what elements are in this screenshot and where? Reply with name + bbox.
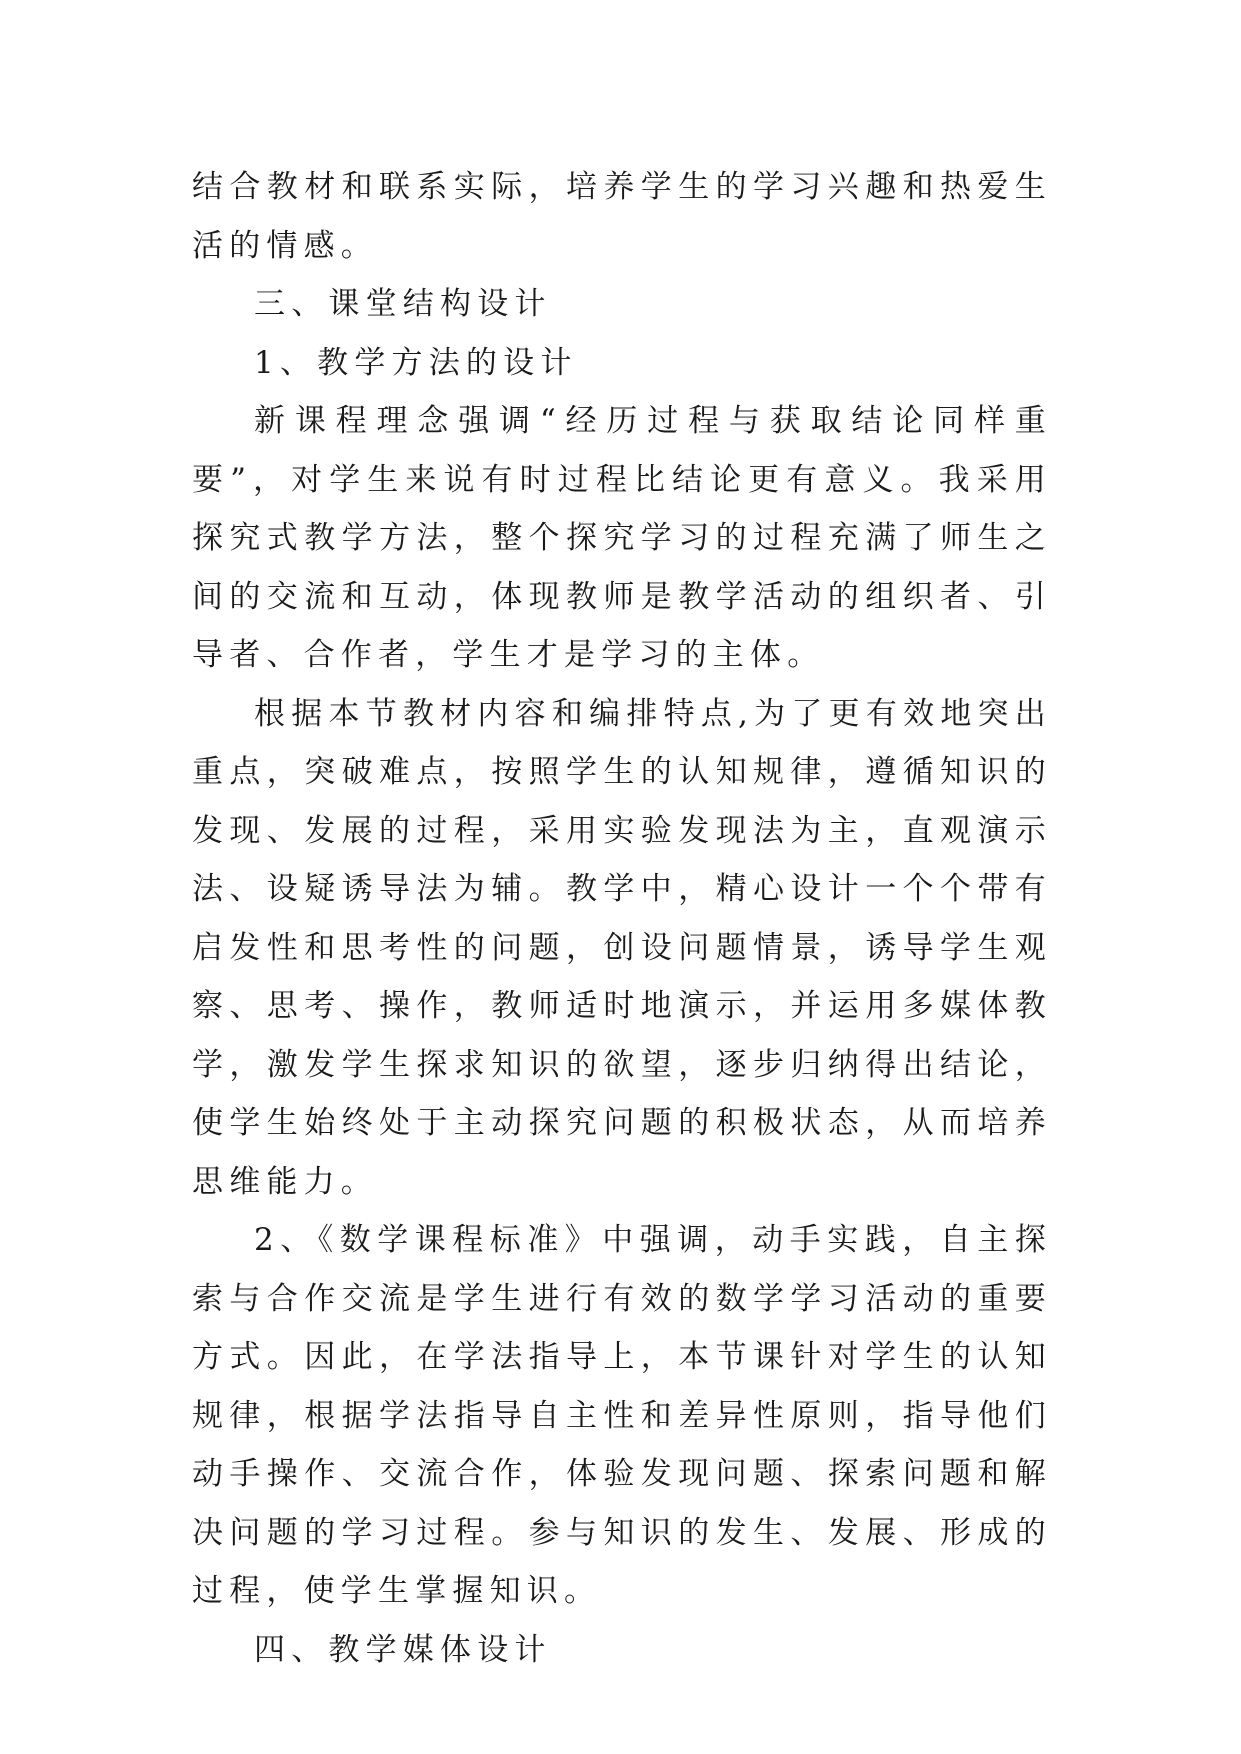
subheading-teaching-method: 1、教学方法的设计 bbox=[254, 344, 578, 381]
section-heading-classroom-structure: 三、课堂结构设计 bbox=[254, 286, 552, 322]
document-body bbox=[192, 158, 1052, 1679]
paragraph-teaching-approach: 根据本节教材内容和编排特点,为了更有效地突出重点，突破难点，按照学生的认知规律，遵循知识的发现、发展的过程，采用实验发现法为主，直观演示法、设疑诱导法为辅。教学中，精心设计一个个带有启发性和思考性的问题，创设问题情景，诱导学生观察、思考、操作，教师适时地演示，并运用多媒体教学，激发学生探求知识的欲望，逐步归纳得出结论，使学生始终处于主动探究问题的积极状态，从而培养思维能力。 bbox=[192, 695, 1052, 1200]
paragraph-learning-guidance: 2、《数学课程标准》中强调，动手实践，自主探索与合作交流是学生进行有效的数学学习活动的重要方式。因此，在学法指导上，本节课针对学生的认知规律，根据学法指导自主性和差异性原则，指导他们动手操作、交流合作，体验发现问题、探索问题和解决问题的学习过程。参与知识的发生、发展、形成的过程，使学生掌握知识。 bbox=[192, 1222, 1052, 1609]
section-heading-media-design: 四、教学媒体设计 bbox=[254, 1631, 552, 1668]
paragraph-new-curriculum: 新课程理念强调“经历过程与获取结论同样重要”，对学生来说有时过程比结论更有意义。我采用探究式教学方法，整个探究学习的过程充满了师生之间的交流和互动，体现教师是教学活动的组织者、引导者、合作者，学生才是学习的主体。 bbox=[192, 403, 1052, 673]
paragraph-continuation: 结合教材和联系实际，培养学生的学习兴趣和热爱生活的情感。 bbox=[192, 169, 1052, 264]
